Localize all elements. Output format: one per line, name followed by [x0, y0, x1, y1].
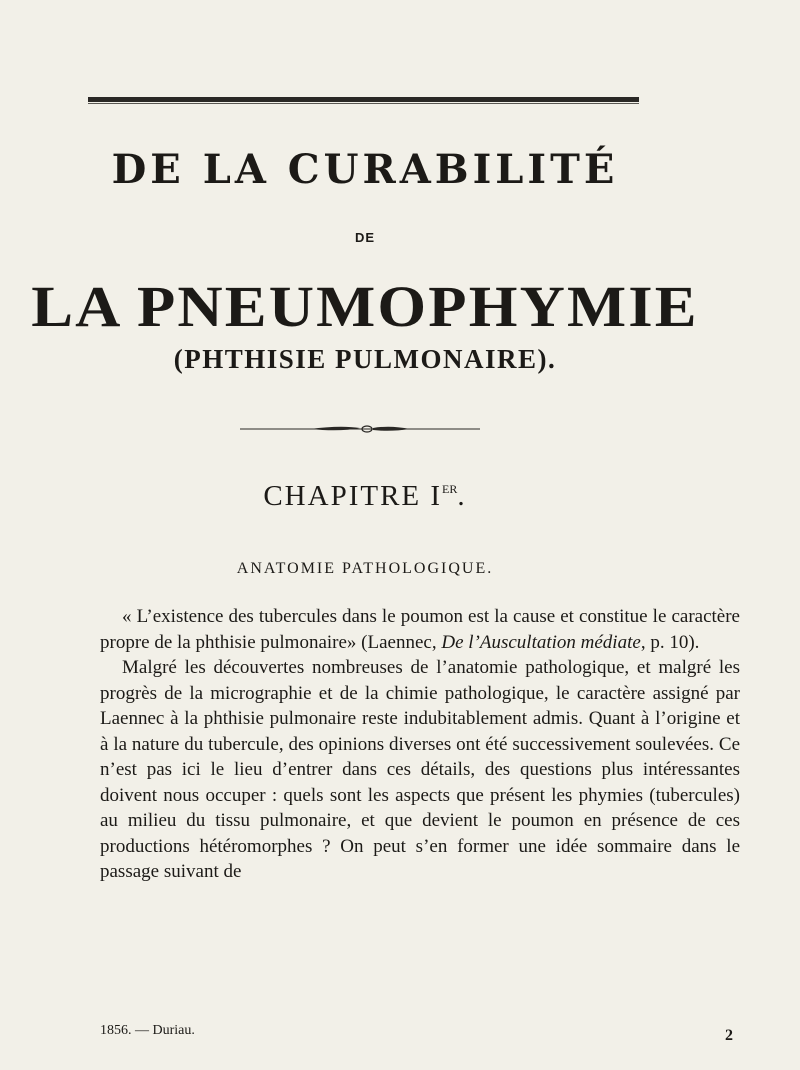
chapter-label-end: . — [457, 480, 467, 512]
title-line-3: (PHTHISIE PULMONAIRE). — [173, 344, 557, 374]
title-line-1: DE LA CURABILITÉ — [111, 146, 619, 193]
paragraph-1-citation: De l’Auscultation médiate — [441, 631, 641, 653]
chapter-label-sup: ER — [442, 482, 458, 496]
paragraph-1-text: « L’existence des tubercules dans le poumon est la cause et constitue le caractère propre de la phthisie pulmonaire» (Laennec, — [100, 606, 740, 653]
top-rule-thin — [88, 103, 639, 104]
top-rule — [88, 97, 639, 102]
ornament-divider — [240, 424, 480, 434]
section-heading: ANATOMIE PATHOLOGIQUE. — [236, 560, 494, 577]
paragraph-2: Malgré les découvertes nombreuses de l’anatomie pathologique, et malgré les progrès de la micrographie et de la chimie pathologique, le caractère assigné par Laennec à la phthisie pulmonaire reste indubitablement admis. Quant à l’origine et à la nature du tubercule, des opinions diverses ont été successivement soulevées. Ce n’est pas ici le lieu d’entrer dans ces détails, des questions plus intéressantes doivent nous occuper : quels sont les aspects que présent les phymies (tubercules) au milieu du tissu pulmonaire, et que devient le poumon en présence de ces productions hétéromorphes ? On peut s’en former une idée sommaire dans le passage suivant de — [100, 657, 740, 882]
paragraph-1 — [100, 604, 740, 655]
title-line-2: LA PNEUMOPHYMIE — [31, 274, 699, 339]
paragraph-1-end: , p. 10). — [640, 631, 700, 653]
chapter-heading — [0, 482, 730, 511]
title-de: DE — [354, 230, 376, 245]
footer-signature: 2 — [725, 1027, 733, 1044]
body-text — [100, 604, 740, 885]
footer-imprint: 1856. — Duriau. — [100, 1023, 195, 1038]
chapter-label: CHAPITRE I — [263, 480, 443, 512]
